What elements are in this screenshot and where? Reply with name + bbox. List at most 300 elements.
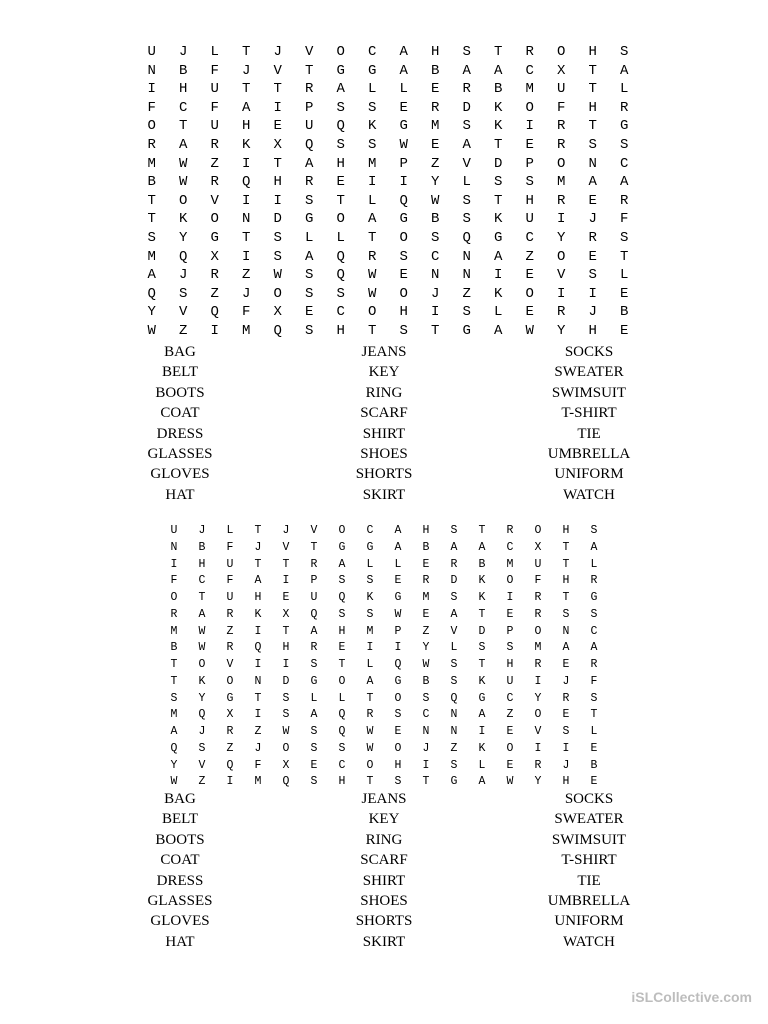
grid-letter: X: [226, 708, 234, 722]
grid-letter: A: [478, 775, 486, 789]
grid-letter: P: [394, 624, 402, 638]
grid-letter: G: [450, 775, 458, 789]
grid-row: [136, 173, 640, 192]
grid-letter: L: [226, 524, 234, 537]
grid-letter: D: [494, 155, 503, 172]
grid-letter: Q: [462, 229, 471, 246]
grid-letter: B: [198, 540, 206, 554]
grid-letter: M: [557, 174, 566, 191]
grid-letter: S: [462, 44, 471, 60]
grid-letter: G: [590, 591, 598, 604]
grid-letter: K: [494, 211, 503, 228]
grid-letter: M: [242, 322, 251, 339]
grid-letter: S: [170, 691, 178, 705]
grid-letter: A: [310, 624, 318, 638]
grid-letter: M: [422, 591, 430, 604]
grid-letter: S: [462, 211, 471, 228]
grid-letter: E: [562, 708, 570, 722]
grid-letter: S: [394, 708, 402, 722]
grid-letter: S: [525, 174, 534, 191]
grid-letter: S: [282, 708, 290, 722]
grid-letter: S: [336, 285, 345, 302]
grid-letter: T: [494, 192, 503, 209]
grid-letter: C: [506, 691, 514, 705]
word-item: TIE: [577, 425, 601, 442]
grid-letter: T: [562, 591, 570, 604]
grid-letter: I: [282, 658, 290, 671]
grid-letter: A: [590, 641, 598, 655]
grid-letter: G: [494, 229, 503, 246]
grid-row: [136, 303, 640, 322]
grid-letter: R: [620, 192, 629, 209]
grid-letter: A: [478, 540, 486, 554]
word-item: UNIFORM: [554, 466, 624, 483]
grid-letter: S: [620, 136, 629, 153]
grid-letter: I: [254, 708, 262, 722]
grid-letter: U: [226, 557, 234, 571]
word-item: BELT: [161, 364, 199, 381]
grid-letter: A: [170, 725, 178, 738]
grid-letter: H: [562, 574, 570, 588]
grid-letter: C: [525, 62, 534, 79]
grid-letter: L: [590, 725, 598, 738]
grid-letter: C: [338, 758, 346, 772]
grid-letter: U: [310, 591, 318, 604]
grid-letter: I: [170, 557, 178, 571]
grid-letter: S: [338, 574, 346, 588]
word-item: GLASSES: [147, 892, 213, 909]
grid-letter: S: [305, 322, 314, 339]
grid-letter: D: [478, 624, 486, 638]
grid-letter: L: [368, 81, 377, 98]
word-item: WATCH: [563, 486, 615, 503]
grid-letter: W: [198, 624, 206, 638]
grid-letter: L: [590, 557, 598, 571]
word-item: COAT: [160, 852, 200, 869]
grid-letter: R: [525, 44, 534, 60]
grid-letter: M: [525, 81, 534, 98]
grid-letter: S: [462, 192, 471, 209]
grid-letter: H: [198, 557, 206, 571]
grid-letter: C: [431, 248, 440, 265]
grid-letter: A: [254, 574, 262, 588]
grid-letter: A: [147, 267, 156, 284]
grid-letter: S: [588, 267, 597, 284]
grid-letter: L: [494, 304, 503, 321]
grid-letter: T: [588, 62, 597, 79]
grid-letter: H: [399, 304, 408, 321]
grid-letter: R: [210, 267, 219, 284]
grid-letter: A: [590, 540, 598, 554]
grid-letter: G: [462, 322, 471, 339]
grid-row: [160, 607, 608, 624]
grid-letter: E: [590, 775, 598, 789]
grid-letter: F: [534, 574, 542, 588]
grid-letter: T: [422, 775, 430, 789]
grid-letter: K: [494, 285, 503, 302]
grid-letter: S: [590, 524, 598, 537]
grid-letter: Z: [198, 775, 206, 789]
grid-letter: H: [525, 192, 534, 209]
grid-letter: O: [282, 741, 290, 755]
grid-letter: E: [562, 658, 570, 671]
grid-letter: L: [399, 81, 408, 98]
grid-row: [136, 248, 640, 267]
grid-letter: G: [478, 691, 486, 705]
grid-row: [136, 322, 640, 341]
grid-letter: T: [336, 192, 345, 209]
grid-letter: T: [310, 540, 318, 554]
grid-letter: X: [282, 758, 290, 772]
grid-letter: S: [562, 607, 570, 621]
grid-letter: U: [525, 211, 534, 228]
grid-letter: A: [179, 136, 188, 153]
grid-letter: O: [557, 44, 566, 60]
grid-letter: B: [170, 641, 178, 655]
grid-letter: O: [338, 524, 346, 537]
grid-letter: I: [210, 322, 219, 339]
grid-letter: D: [282, 674, 290, 688]
grid-letter: Q: [394, 658, 402, 671]
grid-letter: A: [494, 322, 503, 339]
grid-row: [160, 557, 608, 574]
word-item: SHOES: [360, 892, 408, 909]
grid-letter: Z: [254, 725, 262, 738]
grid-row: [160, 573, 608, 590]
grid-letter: S: [147, 229, 156, 246]
grid-letter: J: [242, 285, 251, 302]
grid-letter: S: [305, 285, 314, 302]
grid-letter: A: [450, 607, 458, 621]
grid-letter: V: [273, 62, 282, 79]
grid-letter: A: [305, 248, 314, 265]
grid-letter: V: [557, 267, 566, 284]
word-item: T-SHIRT: [561, 405, 617, 422]
grid-letter: V: [198, 758, 206, 772]
grid-letter: H: [394, 758, 402, 772]
grid-letter: J: [588, 304, 597, 321]
grid-letter: L: [368, 192, 377, 209]
grid-letter: U: [210, 118, 219, 135]
grid-letter: A: [336, 81, 345, 98]
grid-letter: I: [273, 192, 282, 209]
grid-letter: R: [210, 174, 219, 191]
grid-letter: S: [450, 758, 458, 772]
word-item: WATCH: [563, 933, 615, 950]
grid-letter: W: [273, 267, 282, 284]
grid-letter: O: [525, 99, 534, 116]
grid-letter: S: [590, 691, 598, 705]
grid-letter: N: [450, 725, 458, 738]
grid-letter: O: [506, 741, 514, 755]
grid-letter: A: [368, 211, 377, 228]
grid-letter: O: [368, 304, 377, 321]
grid-letter: R: [620, 99, 629, 116]
grid-letter: R: [422, 574, 430, 588]
grid-letter: E: [282, 591, 290, 604]
grid-letter: A: [310, 708, 318, 722]
grid-letter: S: [310, 658, 318, 671]
word-item: BOOTS: [155, 384, 205, 401]
grid-letter: Z: [525, 248, 534, 265]
grid-letter: Y: [431, 174, 440, 191]
grid-letter: W: [282, 725, 290, 738]
grid-letter: E: [305, 304, 314, 321]
grid-letter: S: [431, 229, 440, 246]
grid-letter: H: [588, 99, 597, 116]
grid-letter: W: [506, 775, 514, 789]
grid-letter: U: [170, 524, 178, 537]
grid-letter: L: [620, 267, 629, 284]
word-item: BELT: [161, 811, 199, 828]
grid-letter: T: [179, 118, 188, 135]
grid-letter: J: [422, 741, 430, 755]
grid-letter: B: [179, 62, 188, 79]
grid-letter: O: [557, 155, 566, 172]
grid-letter: U: [226, 591, 234, 604]
grid-letter: I: [534, 741, 542, 755]
grid-letter: I: [242, 155, 251, 172]
word-item: KEY: [368, 811, 400, 828]
grid-letter: G: [336, 62, 345, 79]
grid-letter: N: [462, 267, 471, 284]
grid-letter: Z: [431, 155, 440, 172]
grid-letter: O: [273, 285, 282, 302]
grid-letter: H: [588, 322, 597, 339]
grid-letter: M: [170, 708, 178, 722]
grid-letter: J: [242, 62, 251, 79]
grid-letter: T: [273, 81, 282, 98]
grid-row: [136, 99, 640, 118]
grid-letter: A: [399, 62, 408, 79]
grid-row: [136, 229, 640, 248]
grid-letter: S: [494, 174, 503, 191]
grid-letter: Y: [170, 758, 178, 772]
grid-letter: S: [368, 99, 377, 116]
grid-letter: H: [338, 624, 346, 638]
grid-letter: F: [210, 62, 219, 79]
grid-row: [136, 62, 640, 81]
grid-letter: S: [273, 229, 282, 246]
word-item: GLOVES: [150, 466, 210, 483]
grid-letter: K: [254, 607, 262, 621]
grid-letter: X: [557, 62, 566, 79]
grid-letter: T: [478, 607, 486, 621]
grid-letter: G: [399, 211, 408, 228]
word-item: SHORTS: [355, 466, 413, 483]
grid-letter: Z: [210, 155, 219, 172]
word-item: SCARF: [360, 852, 408, 869]
grid-letter: T: [588, 81, 597, 98]
grid-letter: S: [462, 118, 471, 135]
grid-letter: B: [431, 62, 440, 79]
grid-letter: R: [590, 658, 598, 671]
grid-letter: W: [368, 267, 377, 284]
grid-letter: W: [198, 641, 206, 655]
grid-row: [136, 43, 640, 62]
grid-letter: R: [170, 607, 178, 621]
grid-row: [160, 640, 608, 657]
grid-letter: E: [588, 192, 597, 209]
grid-letter: S: [394, 775, 402, 789]
grid-letter: E: [273, 118, 282, 135]
grid-letter: K: [368, 118, 377, 135]
grid-letter: A: [462, 136, 471, 153]
grid-letter: V: [305, 44, 314, 60]
grid-letter: U: [506, 674, 514, 688]
grid-letter: E: [506, 758, 514, 772]
grid-letter: G: [368, 62, 377, 79]
grid-letter: M: [147, 155, 156, 172]
grid-letter: G: [366, 540, 374, 554]
word-item: SHORTS: [355, 913, 413, 930]
word-item: HAT: [165, 933, 195, 950]
grid-letter: C: [422, 708, 430, 722]
grid-letter: V: [179, 304, 188, 321]
grid-letter: V: [462, 155, 471, 172]
grid-row: [160, 540, 608, 557]
grid-letter: W: [147, 322, 156, 339]
grid-letter: Y: [147, 304, 156, 321]
word-item: KEY: [368, 364, 400, 381]
grid-letter: R: [562, 691, 570, 705]
word-item: SHIRT: [362, 872, 406, 889]
grid-letter: R: [590, 574, 598, 588]
grid-letter: J: [282, 524, 290, 537]
word-item: DRESS: [156, 425, 204, 442]
grid-letter: W: [431, 192, 440, 209]
grid-letter: E: [399, 99, 408, 116]
grid-letter: A: [305, 155, 314, 172]
grid-row: [160, 674, 608, 691]
grid-letter: R: [557, 304, 566, 321]
grid-letter: N: [588, 155, 597, 172]
grid-letter: Q: [210, 304, 219, 321]
grid-letter: A: [394, 540, 402, 554]
grid-letter: O: [198, 658, 206, 671]
grid-letter: P: [506, 624, 514, 638]
grid-letter: R: [147, 136, 156, 153]
word-item: SWIMSUIT: [551, 384, 627, 401]
grid-letter: U: [305, 118, 314, 135]
grid-letter: I: [562, 741, 570, 755]
grid-letter: G: [394, 674, 402, 688]
word-item: SWIMSUIT: [551, 831, 627, 848]
grid-letter: K: [494, 99, 503, 116]
grid-letter: M: [431, 118, 440, 135]
grid-letter: L: [366, 658, 374, 671]
grid-letter: A: [588, 174, 597, 191]
grid-letter: C: [336, 304, 345, 321]
letter-grid-bottom: [160, 523, 608, 791]
grid-letter: Q: [399, 192, 408, 209]
grid-letter: R: [310, 641, 318, 655]
grid-letter: R: [534, 607, 542, 621]
grid-letter: S: [310, 725, 318, 738]
grid-letter: V: [534, 725, 542, 738]
grid-row: [160, 624, 608, 641]
grid-letter: C: [179, 99, 188, 116]
grid-letter: W: [366, 741, 374, 755]
grid-letter: E: [431, 136, 440, 153]
grid-letter: H: [179, 81, 188, 98]
grid-letter: S: [366, 574, 374, 588]
grid-letter: I: [242, 192, 251, 209]
grid-letter: K: [198, 674, 206, 688]
grid-letter: S: [305, 267, 314, 284]
grid-letter: K: [179, 211, 188, 228]
grid-letter: C: [590, 624, 598, 638]
grid-letter: E: [620, 285, 629, 302]
grid-letter: M: [534, 641, 542, 655]
grid-letter: C: [506, 540, 514, 554]
grid-letter: R: [226, 641, 234, 655]
grid-letter: M: [368, 155, 377, 172]
grid-letter: S: [450, 658, 458, 671]
grid-letter: J: [588, 211, 597, 228]
grid-letter: S: [478, 641, 486, 655]
grid-letter: Q: [338, 591, 346, 604]
word-item: JEANS: [361, 344, 407, 360]
grid-letter: A: [399, 44, 408, 60]
grid-letter: O: [336, 211, 345, 228]
grid-letter: S: [399, 322, 408, 339]
word-item: JEANS: [361, 791, 407, 807]
grid-letter: O: [399, 285, 408, 302]
grid-letter: D: [462, 99, 471, 116]
grid-letter: E: [431, 81, 440, 98]
grid-letter: Z: [506, 708, 514, 722]
grid-letter: S: [368, 136, 377, 153]
grid-letter: J: [179, 44, 188, 60]
grid-letter: I: [557, 211, 566, 228]
grid-letter: T: [147, 192, 156, 209]
grid-row: [136, 117, 640, 136]
grid-letter: S: [338, 607, 346, 621]
grid-letter: G: [210, 229, 219, 246]
grid-letter: B: [431, 211, 440, 228]
grid-row: [160, 523, 608, 540]
grid-letter: T: [588, 118, 597, 135]
grid-letter: L: [336, 229, 345, 246]
grid-letter: Q: [170, 741, 178, 755]
grid-letter: G: [226, 691, 234, 705]
grid-letter: I: [366, 641, 374, 655]
grid-letter: R: [226, 607, 234, 621]
grid-letter: E: [590, 741, 598, 755]
grid-letter: H: [338, 775, 346, 789]
grid-letter: N: [450, 708, 458, 722]
grid-letter: S: [273, 248, 282, 265]
word-item: BOOTS: [155, 831, 205, 848]
grid-letter: W: [179, 174, 188, 191]
grid-letter: R: [210, 136, 219, 153]
grid-letter: M: [147, 248, 156, 265]
grid-letter: R: [226, 725, 234, 738]
grid-letter: I: [422, 758, 430, 772]
grid-letter: S: [336, 136, 345, 153]
grid-letter: J: [562, 758, 570, 772]
grid-letter: O: [366, 758, 374, 772]
grid-letter: T: [590, 708, 598, 722]
grid-letter: J: [431, 285, 440, 302]
grid-letter: I: [525, 118, 534, 135]
grid-letter: G: [310, 674, 318, 688]
word-list-bottom: [0, 789, 768, 952]
word-item: HAT: [165, 486, 195, 503]
grid-row: [160, 741, 608, 758]
grid-letter: T: [478, 658, 486, 671]
